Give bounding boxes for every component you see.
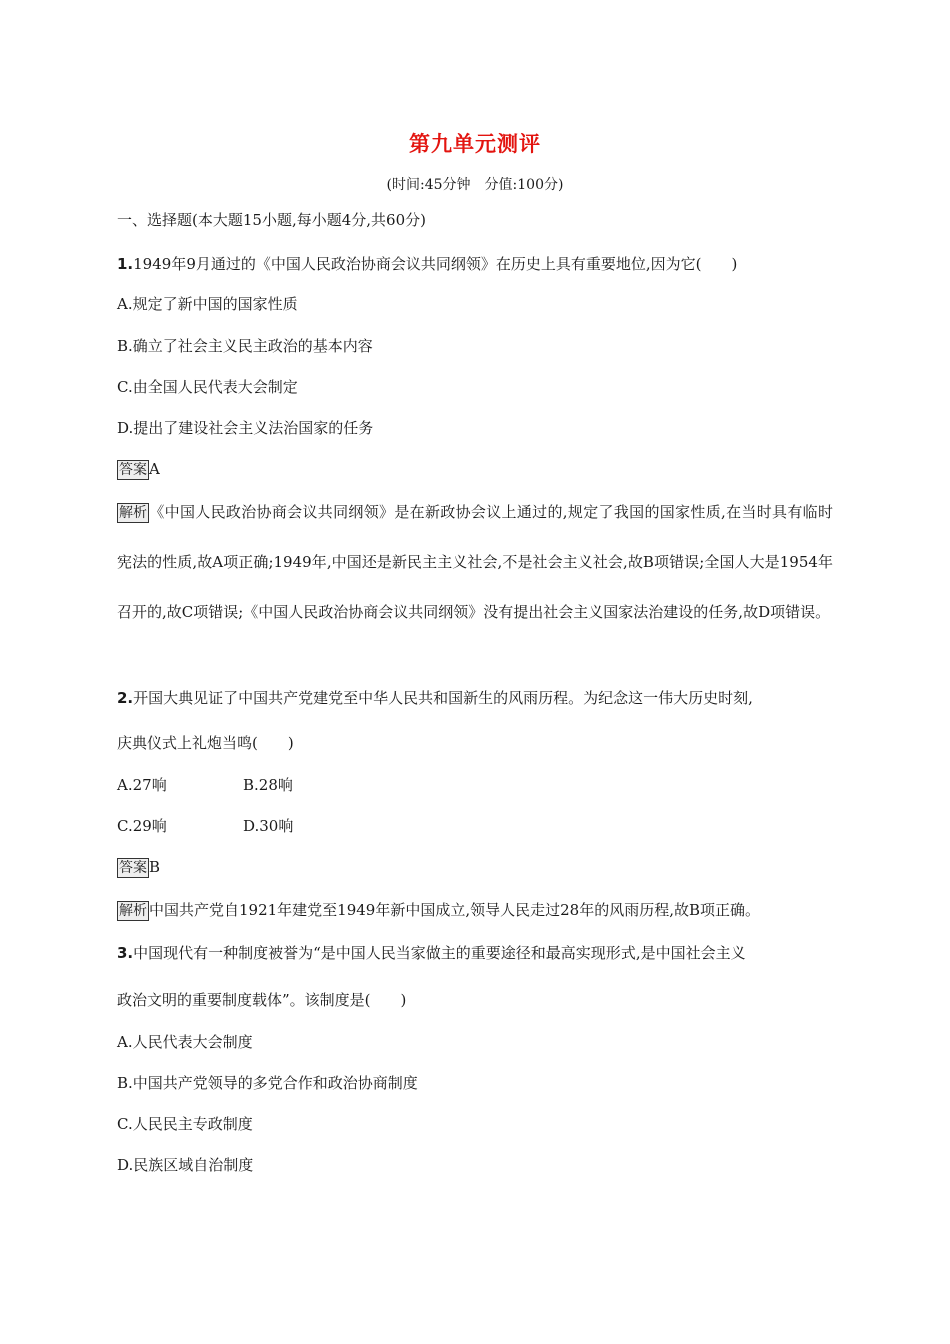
question-2-answer — [117, 857, 160, 878]
question-3-option-d: D.民族区域自治制度 — [117, 1156, 254, 1174]
question-3-stem-line1: 3.中国现代有一种制度被誉为“是中国人民当家做主的重要途径和最高实现形式,是中国社会主义 — [117, 944, 746, 962]
question-3-option-c: C.人民民主专政制度 — [117, 1115, 253, 1133]
question-2-options-row1 — [117, 775, 293, 795]
question-1-analysis: 解析 《中国人民政治协商会议共同纲领》是在新政协会议上通过的,规定了我国的国家性质,在当时具有临时宪法的性质,故A项正确;1949年,中国还是新民主主义社会,不是社会主义社会,故B项错误;全国人大是1954年召开的,故C项错误;《中国人民政治协商会议共同纲领》没有提出社会主义国家法治建设的任务,故D项错误。 — [117, 503, 833, 621]
answer-label: 答案 — [119, 462, 147, 478]
question-2-option-b: B.28响 — [243, 776, 293, 794]
section-heading: 一、选择题(本大题15小题,每小题4分,共60分) — [117, 211, 426, 229]
exam-info: (时间:45分钟 分值:100分) — [386, 177, 564, 193]
question-2-option-d: D.30响 — [243, 817, 294, 835]
analysis-label: 解析 — [119, 505, 147, 521]
page-title: 第九单元测评 — [409, 132, 541, 156]
question-2-options-row2 — [117, 816, 293, 836]
question-1-stem: 1.1949年9月通过的《中国人民政治协商会议共同纲领》在历史上具有重要地位,因为它( ) — [117, 255, 738, 273]
question-1-answer — [117, 459, 160, 480]
question-2-stem-line2: 庆典仪式上礼炮当鸣( ) — [117, 734, 294, 752]
question-3-option-a: A.人民代表大会制度 — [117, 1033, 253, 1051]
question-3-option-b: B.中国共产党领导的多党合作和政治协商制度 — [117, 1074, 418, 1092]
analysis-label: 解析 — [119, 903, 147, 919]
question-number: 1. — [117, 255, 134, 273]
question-1-option-b: B.确立了社会主义民主政治的基本内容 — [117, 337, 373, 355]
question-2-stem-line1: 2.开国大典见证了中国共产党建党至中华人民共和国新生的风雨历程。为纪念这一伟大历史时刻, — [117, 689, 753, 707]
answer-value: A — [149, 460, 160, 478]
question-3-stem-line2: 政治文明的重要制度载体”。该制度是( ) — [117, 991, 407, 1009]
question-2-analysis: 解析 中国共产党自1921年建党至1949年新中国成立,领导人民走过28年的风雨历程,故B项正确。 — [119, 901, 760, 919]
question-2-option-c: C.29响 — [117, 817, 167, 835]
question-number: 2. — [117, 689, 134, 707]
question-1-option-c: C.由全国人民代表大会制定 — [117, 378, 298, 396]
question-1-option-a: A.规定了新中国的国家性质 — [117, 295, 298, 313]
answer-label: 答案 — [119, 860, 147, 876]
question-number: 3. — [117, 944, 134, 962]
answer-value: B — [149, 858, 161, 876]
question-1-option-d: D.提出了建设社会主义法治国家的任务 — [117, 419, 374, 437]
question-2-option-a: A.27响 — [117, 776, 167, 794]
